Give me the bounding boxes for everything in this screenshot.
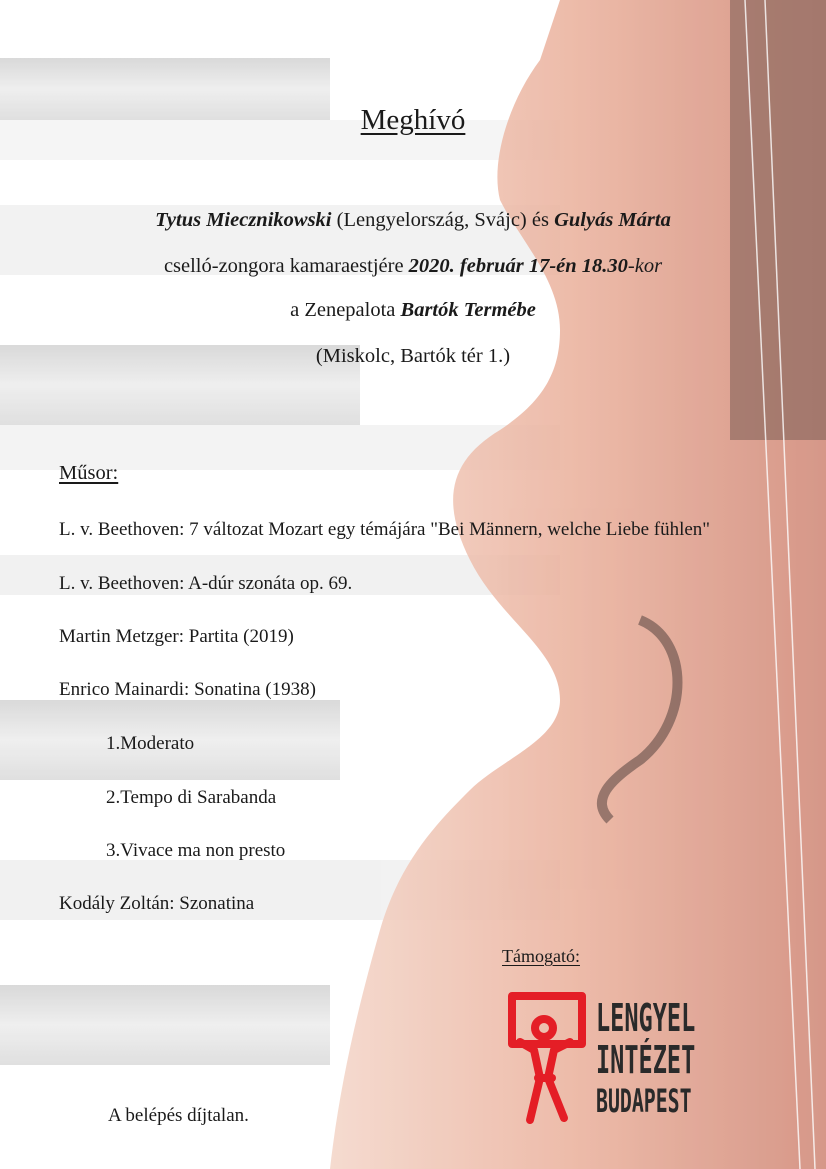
performer-1-country: (Lengyelország, Svájc) és (331, 209, 555, 231)
program-item: Enrico Mainardi: Sonatina (1938) (59, 679, 316, 700)
invitation-line-date (0, 255, 826, 278)
logo-line-2: INTÉZET (596, 1038, 696, 1082)
entry-note: A belépés díjtalan. (108, 1105, 249, 1126)
program-movement: 3.Vivace ma non presto (106, 840, 286, 861)
sponsor-label: Támogató: (502, 946, 580, 966)
program-item: Kodály Zoltán: Szonatina (59, 893, 255, 914)
program-item: L. v. Beethoven: 7 változat Mozart egy témájára "Bei Männern, welche Liebe fühlen" (59, 519, 711, 540)
event-date-suffix: -kor (627, 255, 663, 277)
page-title: Meghívó (360, 104, 466, 136)
performer-1: Tytus Miecznikowski (155, 209, 332, 231)
sponsor-logo (500, 990, 700, 1130)
invitation-line-performers (0, 209, 826, 232)
venue-address: (Miskolc, Bartók tér 1.) (315, 345, 511, 367)
logo-line-3: BUDAPEST (596, 1082, 692, 1120)
venue-prefix: a Zenepalota (290, 299, 401, 321)
program-item: Martin Metzger: Partita (2019) (59, 626, 294, 647)
invitation-line-venue (0, 299, 826, 322)
program-heading: Műsor: (59, 462, 119, 484)
lengyel-intezet-figure-icon (500, 990, 596, 1130)
program-item: L. v. Beethoven: A-dúr szonáta op. 69. (59, 573, 353, 594)
logo-line-1: LENGYEL (596, 996, 696, 1040)
venue-hall: Bartók Termébe (400, 299, 536, 321)
event-date: 2020. február 17-én 18.30 (408, 255, 628, 277)
program-movement: 2.Tempo di Sarabanda (106, 787, 277, 808)
performer-2: Gulyás Márta (554, 209, 671, 231)
event-type: cselló-zongora kamaraestjére (163, 255, 409, 277)
program-movement: 1.Moderato (106, 733, 195, 754)
